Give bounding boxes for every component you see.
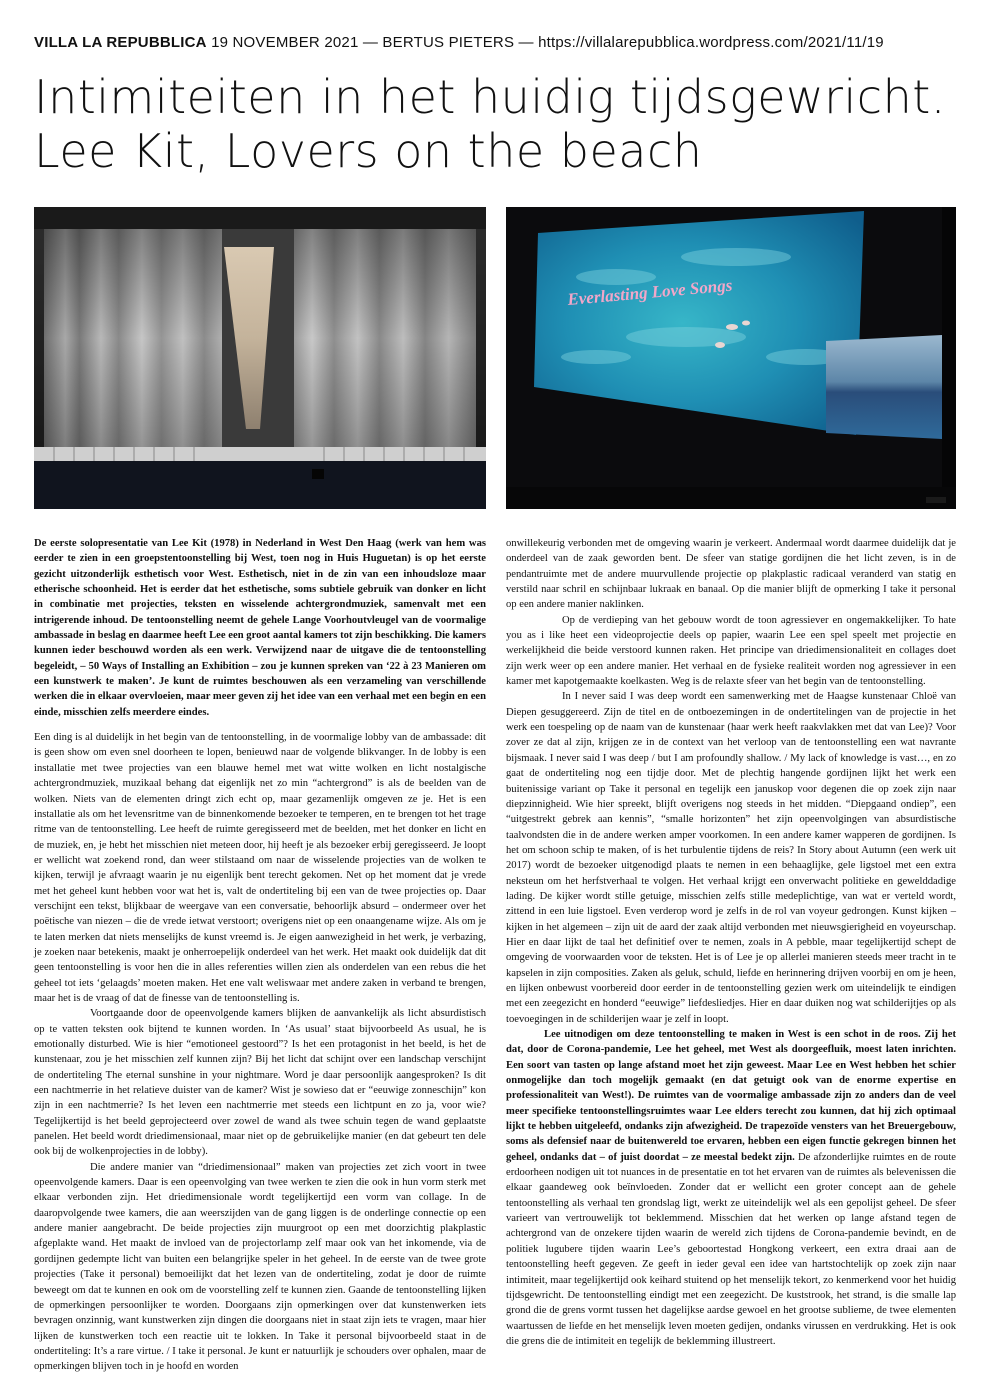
sea-projection-photo <box>506 207 956 509</box>
text-column-right <box>506 536 956 1349</box>
curtains-installation-photo <box>34 207 486 509</box>
body-paragraph: In I never said I was deep wordt een samenwerking met de Haagse kunstenaar Chloë van Diepen gesuggereerd. Zijn de titel en de ontboezemingen in de ondertitelingen van de projectie in het werk een toespeling op de naam van de kunstenaar (haar werk heeft raakvlakken met dat van Lee)? Voor zover ze dat al zijn, krijgen ze in de context van het verloop van de tentoonstelling een wat navrante bijsmaak. I never said I was deep / but I am profoundly shallow. / My lack of knowledge is vast…, en zo gaat de ondertiteling nog een tijdje door. Met de plechtig hangende gordijnen lijkt het werk een buitenissige variant op Take it personal en tegelijk een januskop voor degenen die op zoek zijn naar diepzinnigheid. Wie hier spreekt, blijft overigens nog steeds in het midden. “Diepgaand ondiep”, een “uitgestrekt gebrek aan kennis”, “smalle horizonten” het zijn opeenvolgingen van absurdistische taalvondsten die in de andere werken amper voorkomen. In een andere kamer wapperen de gordijnen. Is het om schoon schip te maken, of is het turbulentie tijdens de reis? In Story about Autumn (een werk uit 2017) wordt de bezoeker uitgenodigd plaats te nemen in een behaaglijke, gele ligstoel met een extra neksteun om het herfstverhaal te volgen. Het verhaal krijgt een onverwacht politieke en gewelddadige lading. De kijker wordt stille getuige, misschien zelfs stille medeplichtige, van wat er verteld wordt, zittend in een luie ligstoel. Even verderop word je zelfs in de rol van voyeur gedrongen. Kunst kijken – kijken in het algemeen – zijn uit de aard der zaak altijd verbonden met nieuwsgierigheid en voyeurschap. Hier en daar lijkt de taal het definitief over te nemen, zoals in A pebble, maar tegelijkertijd schept de omgeving de voorwaarden voor de teksten. Het is of Lee je op allerlei manieren steeds meer tracht in te kapselen in zijn composities. Zaken als geluk, schuld, liefde en herinnering drijven voorbij en om je heen, en lijken onbewust voorbereid door eerder in de tentoonstelling gezien werk om uiteindelijk te eindigen met een zeegezicht en honderd “eeuwige” liefdesliedjes. Hier en daar duiken nog wat schilderijtjes op als toevoegingen in de schilderijen waar je zelf in loopt. <box>506 691 956 1025</box>
projection-subtitle: Everlasting Love Songs <box>566 275 734 309</box>
text-column-left <box>34 536 486 1375</box>
publication-name: VILLA LA REPUBBLICA <box>34 34 207 51</box>
closing-passage: De afzonderlijke ruimtes en de route erdoorheen nodigen uit tot nuances in de presentatie en tot het ervaren van de ruimtes als belevenissen die elkaar gaandeweg ook beïnvloeden. Zonder dat er wellicht een groter concept aan de gehele tentoonstelling als verhaal ten grondslag ligt, werkt ze uiteindelijk wel als een gepolijst geheel. De sfeer varieert van vertrouwelijk tot beklemmend. Misschien dat het werken op lange afstand tegen de achtergrond van de onzekere tijden waarin de wereld zich tijdens de Corona-pandemie bevindt, en de politiek lugubere tijden waarin Lee’s geboortestad Hongkong verkeert, een extra draai aan de tentoonstelling heeft gegeven. Ze geeft in ieder geval een idee van hartstochtelijk op zoek zijn naar intimiteit, maar tegelijkertijd ook keihard stuitend op het menselijk tekort, zo kenmerkend voor het huidig tijdsgewricht. De tentoonstelling eindigt met een zeegezicht. De kuststrook, het strand, is die smalle lap grond die de grens vormt tussen het dagelijkse aardse gewoel en het grootse sublieme, de twee elementen waartussen de liefde en het menselijk leven moeten gedijen, ondanks virussen en verdrukking. Het is ook die grens die de intimiteit en tegelijk de beklemming illustreert. <box>506 1151 956 1347</box>
body-paragraph: onwillekeurig verbonden met de omgeving waarin je verkeert. Andermaal wordt daarmee duidelijk dat je onderdeel van de zaak geworden bent. De sfeer van statige gordijnen die het licht zeven, is in de pendantruimte met de andere muurvullende projectie op plakplastic radicaal veranderd van statig en verstild naar schril en schijnbaar lukraak en banaal. Op die manier blijft de opmerking I take it personal op een andere manier naklinken. <box>506 538 956 611</box>
title-line-2: Lee Kit, Lovers on the beach <box>34 124 703 178</box>
article-title <box>34 70 964 178</box>
intro-paragraph: De eerste solopresentatie van Lee Kit (1978) in Nederland in West Den Haag (werk van hem was eerder te zien in een groepstentoonstelling bij West, toen nog in Huis Huguetan) is op het eerste gezicht uitzonderlijk esthetisch voor West. Esthetisch, niet in de zin van een inhoudsloze maar etherische schoonheid. Het is eerder dat het esthetische, soms subtiele gebruik van donker en licht in combinatie met projecties, teksten en wisselende achtergrondmuziek, samenvalt met een intrigerende inhoud. De tentoonstelling neemt de gehele Lange Voorhoutvleugel van de voormalige ambassade in beslag en daarmee heeft Lee een groot aantal kamers tot zijn beschikking. Die kamers kunnen ieder beschouwd worden als een werk. Verwijzend naar de uitgave die de tentoonstelling begeleidt, – 50 Ways of Installing an Exhibition – zou je kunnen spreken van ‘22 à 23 Manieren om een kunstwerk te maken’. Je kunt de ruimtes beschouwen als een verzameling van verschillende werken die in elkaar overvloeien, maar meer geven zij het idee van een verhaal met een begin en een einde, misschien zelfs meerdere eindes. <box>34 538 486 718</box>
body-paragraph: Die andere manier van “driedimensionaal” maken van projecties zet zich voort in twee opeenvolgende kamers. Daar is een opeenvolging van twee werken te zien die ook in hun vorm sterk met elkaar verbonden zijn. Het driedimensionale wordt tegelijkertijd een vorm van collage. In de daaropvolgende twee kamers, die aan weerszijden van de gang liggen is de onderlinge connectie op een andere manier aangebracht. De beide projecties zijn muurgroot op een met doorzichtig plakplastic afgeplakte wand. Het maakt de invloed van de projectorlamp zelf maar ook van het inkomende, via de gordijnen gedempte licht van buiten een belangrijke speler in het geheel. In de eerste van de twee grote projecties (Take it personal) bemoeilijkt dat het lezen van de ondertiteling, zodat je door de ruimte beweegt om dat te kunnen en ook om de voorstelling zelf te kunnen zien. Gaande de tentoonstelling lijken de opmerkingen persoonlijker te worden. Doorgaans zijn opmerkingen over dat kunstenwerken iets bevragen onzinnig, want kunstwerken zijn dingen die doorgaans niet in staat zijn iets te vragen, maar hier lijken de kunstwerken toch een reactie uit te lokken. In Take it personal bijvoorbeeld staat in de ondertiteling: It’s a rare virtue. / I take it personal. Je kunt er natuurlijk je schouders over ophalen, maar de opmerkingen blijven toch in je hoofd en worden <box>34 1161 486 1373</box>
masthead-details: 19 NOVEMBER 2021 — BERTUS PIETERS — https://villalarepubblica.wordpress.com/2021/11/19 <box>211 34 884 51</box>
body-paragraph <box>506 1027 956 1349</box>
body-paragraph: Voortgaande door de opeenvolgende kamers blijken de aanvankelijk als licht absurdistisch op te vatten teksten ook bijtend te kunnen worden. In ‘As usual’ staat bijvoorbeeld As usual, he is emotionally disturbed. Wie is hier “emotioneel gestoord”? Is het een protagonist in het beeld, is het de kunstenaar, zou je het misschien zelf kunnen zijn? Bij het licht dat schijnt over een landschap verschijnt de ondertiteling The eternal sunshine in your nightmare. Word je daar persoonlijk aangesproken? Is dit een nachtmerrie in het relatieve duister van de kamer? Wist je sowieso dat er “eeuwige zonneschijn” kon zijn in een nachtmerrie? Is het leven een nachtmerrie met steeds een lichtpunt en zo ja, voor wie? Tegelijkertijd is het beeld geprojecteerd over zowel de wand als twee schuin tegen de wand geplaatste panelen. Het beeld wordt driedimensionaal, maar niet op de gebruikelijke manier (en dat gebeurt ten dele ook bij de wolkenprojecties in de lobby). <box>34 1008 486 1158</box>
body-paragraph: Een ding is al duidelijk in het begin van de tentoonstelling, in de voormalige lobby van de ambassade: dit is geen show om even snel doorheen te lopen, benieuwd naar de volgende blikvanger. In de lobby is een installatie met twee projecties van een blauwe hemel met wat witte wolken en licht nostalgische achtergrondmuziek, muzikaal behang dat eigenlijk net zo min “achtergrond” is als de beelden van de wolken. Niets van de elementen dringt zich echt op, maar gezamenlijk omgeven ze je. Het is een installatie als om het levensritme van de binnenkomende bezoeker te temperen, en te brengen tot het trage ritme van de tentoonstelling. Lee heeft de ruimte geregisseerd met de beelden, met het donker en licht en de muziek, en, je hebt het misschien niet meteen door, hij heeft je als bezoeker erbij geregisseerd. Je loopt er wellicht wat zoekend rond, dan weer stilstaand om naar de wisselende projecties van de wolken te kijken, terwijl je afvraagt waarin je nu eigenlijk bent terecht gekomen. Net op het moment dat je vrede met het geheel kunt hebben voor wat het is, valt de ondertiteling bij een van de twee projecties op. Daar verschijnt een tekst, blijkbaar de weergave van een conversatie, behoorlijk absurd – ondermeer over het poëtische van niezen – die de vrede ietwat verstoort; overigens niet op een onaangename wijze. Als om je te laten merken dat niets menselijks de kunst vreemd is. Je eigen aanwezigheid in het werk, je verbazing, je zoeken naar betekenis, maakt je onherroepelijk onderdeel van het werk. Het maakt ook duidelijk dat dit geen tentoonstelling is voor hen die in alles referenties willen zien als onderdelen van een rebus die het geheel tot iets ‘gelaagds’ moeten maken. Het ene valt weliswaar met andere zaken in verband te brengen, maar het is de vraag of dat de finesse van de tentoonstelling is. <box>34 732 486 1004</box>
title-line-1: Intimiteiten in het huidig tijdsgewricht. <box>34 70 946 124</box>
masthead <box>34 34 964 51</box>
bold-passage: Lee uitnodigen om deze tentoonstelling te maken in West is een schot in de roos. Zij het dat, door de Corona-pandemie, Lee het geheel, met West als doorgeefluik, moest laten inrichten. Een soort van tasten op lange afstand moet het zijn geweest. Maar Lee en West hebben het schier onmogelijke dan toch mogelijk gemaakt (en dat getuigt ook van de enorme expertise en professionaliteit van West!). De ruimtes van de voormalige ambassade zijn zo anders dan de veel meer specifieke tentoonstellingsruimtes waar Lee elders terecht zou kunnen, dat hij zich optimaal lijkt te hebben uitgeleefd, ondanks zijn afwezigheid. De trapezoïde vensters van het Breuergebouw, soms als defensief naar de buitenwereld toe ervaren, hebben een eigen functie gekregen binnen het geheel, ondanks dat – of juist doordat – ze meestal bedekt zijn. <box>506 1029 956 1163</box>
body-paragraph: Op de verdieping van het gebouw wordt de toon agressiever en ongemakkelijker. To hate you as i like heet een videoprojectie deels op papier, waarin Lee een spel speelt met projectie en werkelijkheid die beide verstoord kunnen raken. Het principe van driedimensionaliteit en collages doet zijn werk weer op een andere manier. Het verhaal en de fysieke realiteit worden nog agressiever in een kamer met kapotgemaakte koelkasten. Weg is de relaxte sfeer van het begin van de tentoonstelling. <box>506 614 956 688</box>
